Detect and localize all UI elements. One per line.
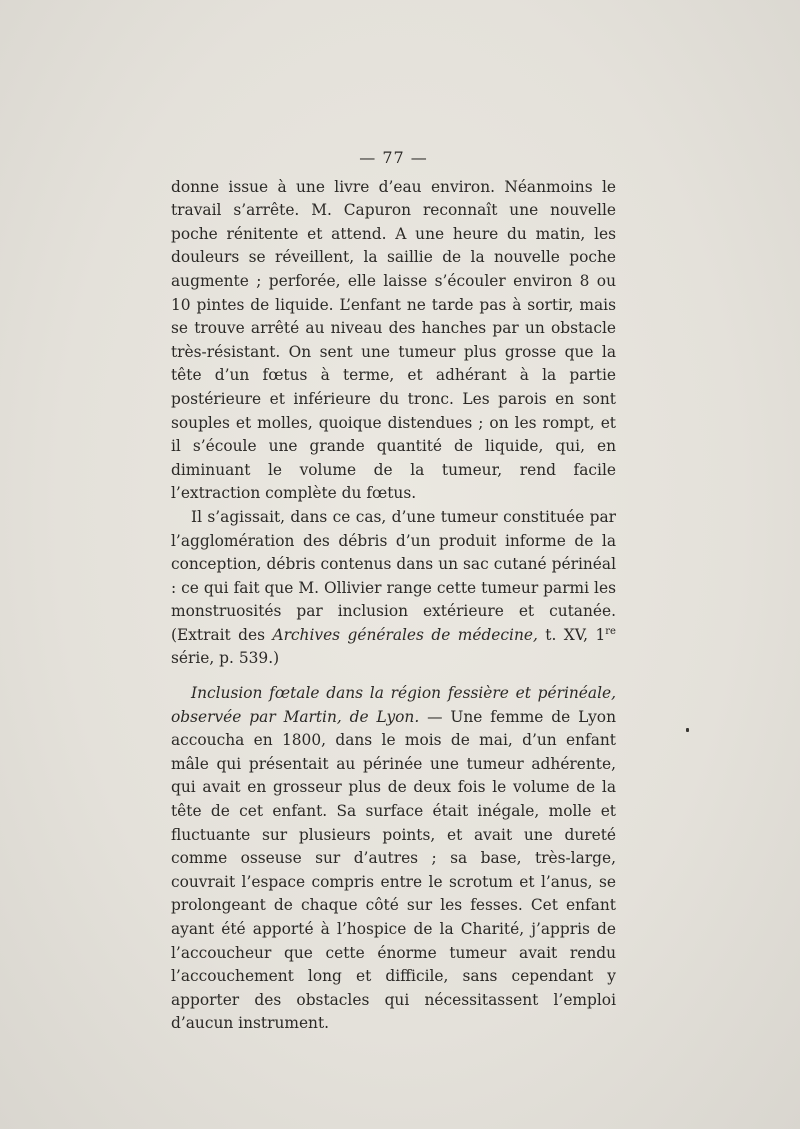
paragraph-3 — [171, 682, 616, 1036]
section-title: Inclusion fœtale dans la région fessière et périnéale, observée par Martin, de Lyon. — [171, 684, 616, 726]
paragraph-2 — [171, 506, 616, 671]
page-text — [171, 146, 616, 1036]
reference-volume: t. XV, 1 — [545, 625, 606, 644]
paragraph-3-body: — Une femme de Lyon accoucha en 1800, dans le mois de mai, d’un enfant mâle qui présentait au périnée une tumeur adhérente, qui avait en grosseur plus de deux fois le volume de la tête de cet enfant. Sa surface était inégale, molle et fluctuante sur plusieurs points, et avait une dureté comme osseuse sur d’autres ; sa base, très-large, couvrait l’espace compris entre le scrotum et l’anus, se prolongeant de chaque côté sur les fesses. Cet enfant ayant été apporté à l’hospice de la Charité, j’appris de l’accoucheur que cette énorme tumeur avait rendu l’accouchement long et difficile, sans cependant y apporter des obstacles qui nécessitassent l’emploi d’aucun instrument. — [171, 707, 616, 1033]
paragraph-gap — [171, 671, 616, 682]
reference-superscript: re — [605, 625, 616, 637]
reference-series: série, p. 539.) — [171, 649, 280, 668]
paragraph-1: donne issue à une livre d’eau environ. Néanmoins le travail s’arrête. M. Capuron reconnaît une nouvelle poche rénitente et attend. A une heure du matin, les douleurs se réveillent, la saillie de la nouvelle poche augmente ; perforée, elle laisse s’écouler environ 8 ou 10 pintes de liquide. L’enfant ne tarde pas à sortir, mais se trouve arrêté au niveau des hanches par un obstacle très-résistant. On sent une tumeur plus grosse que la tête d’un fœtus à terme, et adhérant à la partie postérieure et inférieure du tronc. Les parois en sont souples et molles, quoique distendues ; on les rompt, et il s’écoule une grande quantité de liquide, qui, en diminuant le volume de la tumeur, rend facile l’extraction complète du fœtus. — [171, 177, 616, 503]
journal-title: Archives générales de médecine, — [272, 625, 538, 644]
page-number: — 77 — — [359, 148, 428, 167]
paragraph-2-text: Il s’agissait, dans ce cas, d’une tumeur constituée par l’agglomération des débris d’un produit informe de la conception, débris contenus dans un sac cutané périnéal : ce qui fait que M. Ollivier range cette tumeur parmi les monstruosités par inclusion extérieure et cutanée. (Extrait des — [171, 507, 616, 644]
ink-speck — [686, 728, 689, 732]
